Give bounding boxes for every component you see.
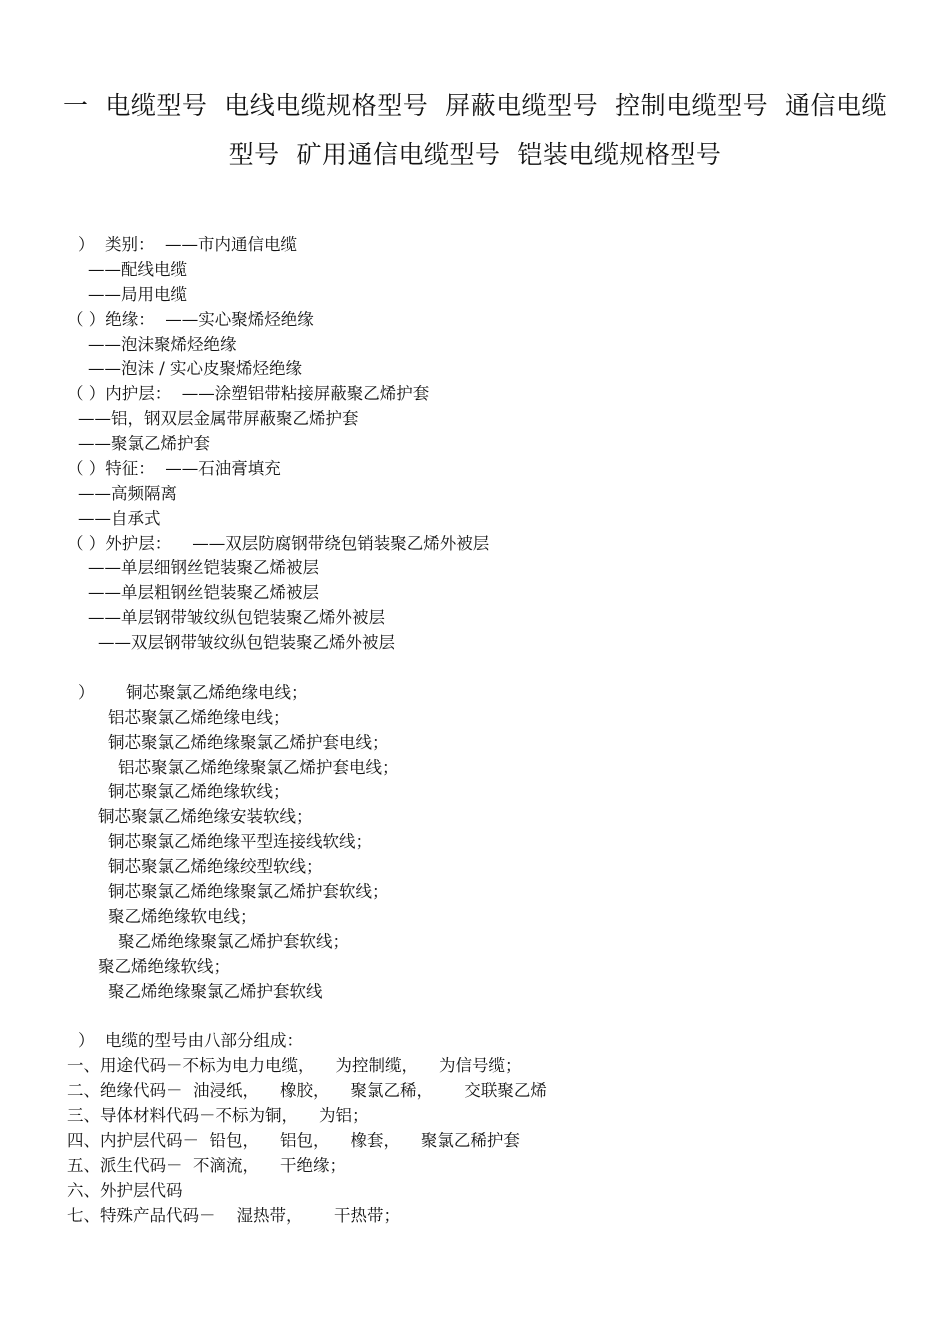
text-line: （ ）内护层： ——涂塑铝带粘接屏蔽聚乙烯护套 bbox=[67, 384, 430, 403]
text-line: ——单层粗钢丝铠装聚乙烯被层 bbox=[88, 583, 319, 602]
text-line: 铜芯聚氯乙烯绝缘平型连接线软线； bbox=[108, 832, 372, 851]
text-line: ） 电缆的型号由八部分组成： bbox=[78, 1031, 303, 1050]
text-line: ——单层钢带皱纹纵包铠装聚乙烯外被层 bbox=[88, 608, 385, 627]
text-line: 一、用途代码－不标为电力电缆， 为控制缆， 为信号缆； bbox=[67, 1056, 522, 1075]
text-line: ——高频隔离 bbox=[78, 484, 177, 503]
text-line: 六、外护层代码 bbox=[67, 1181, 183, 1200]
text-line: ——单层细钢丝铠装聚乙烯被层 bbox=[88, 558, 319, 577]
text-line: 铜芯聚氯乙烯绝缘聚氯乙烯护套软线； bbox=[108, 882, 389, 901]
text-line: 三、导体材料代码－不标为铜， 为铝； bbox=[67, 1106, 369, 1125]
text-line: 七、特殊产品代码－ 湿热带， 干热带； bbox=[67, 1206, 400, 1225]
document-title-line-2: 型号 矿用通信电缆型号 铠装电缆规格型号 bbox=[228, 140, 722, 169]
text-line: ） 类别： ——市内通信电缆 bbox=[78, 235, 297, 254]
text-line: ——聚氯乙烯护套 bbox=[78, 434, 210, 453]
document-title-line-1: 一 电缆型号 电线电缆规格型号 屏蔽电缆型号 控制电缆型号 通信电缆 bbox=[63, 91, 887, 120]
text-line: （ ）绝缘： ——实心聚烯烃绝缘 bbox=[67, 310, 314, 329]
text-line: 铜芯聚氯乙烯绝缘聚氯乙烯护套电线； bbox=[108, 733, 389, 752]
text-line: ——双层钢带皱纹纵包铠装聚乙烯外被层 bbox=[98, 633, 395, 652]
text-line: 铝芯聚氯乙烯绝缘聚氯乙烯护套电线； bbox=[118, 758, 399, 777]
text-line: 聚乙烯绝缘聚氯乙烯护套软线； bbox=[118, 932, 349, 951]
text-line: （ ）特征： ——石油膏填充 bbox=[67, 459, 281, 478]
text-line: ——局用电缆 bbox=[88, 285, 187, 304]
text-line: ——泡沫聚烯烃绝缘 bbox=[88, 335, 237, 354]
text-line: 聚乙烯绝缘聚氯乙烯护套软线 bbox=[108, 982, 323, 1001]
text-line: ——配线电缆 bbox=[88, 260, 187, 279]
text-line: 聚乙烯绝缘软线； bbox=[98, 957, 230, 976]
text-line: ——铝，钢双层金属带屏蔽聚乙烯护套 bbox=[78, 409, 359, 428]
text-line: 铜芯聚氯乙烯绝缘软线； bbox=[108, 782, 290, 801]
text-line: 聚乙烯绝缘软电线； bbox=[108, 907, 257, 926]
text-line: （ ）外护层： ——双层防腐钢带绕包销装聚乙烯外被层 bbox=[67, 534, 490, 553]
text-line: 铜芯聚氯乙烯绝缘绞型软线； bbox=[108, 857, 323, 876]
text-line: ） 铜芯聚氯乙烯绝缘电线； bbox=[78, 683, 308, 702]
text-line: ——泡沫 / 实心皮聚烯烃绝缘 bbox=[88, 359, 303, 378]
text-line: 四、内护层代码－ 铅包， 铝包， 橡套， 聚氯乙稀护套 bbox=[67, 1131, 520, 1150]
text-line: 五、派生代码－ 不滴流， 干绝缘； bbox=[67, 1156, 346, 1175]
text-line: 铜芯聚氯乙烯绝缘安装软线； bbox=[98, 807, 313, 826]
text-line: ——自承式 bbox=[78, 509, 161, 528]
text-line: 铝芯聚氯乙烯绝缘电线； bbox=[108, 708, 290, 727]
text-line: 二、绝缘代码－ 油浸纸， 橡胶， 聚氯乙稀， 交联聚乙烯 bbox=[67, 1081, 547, 1100]
